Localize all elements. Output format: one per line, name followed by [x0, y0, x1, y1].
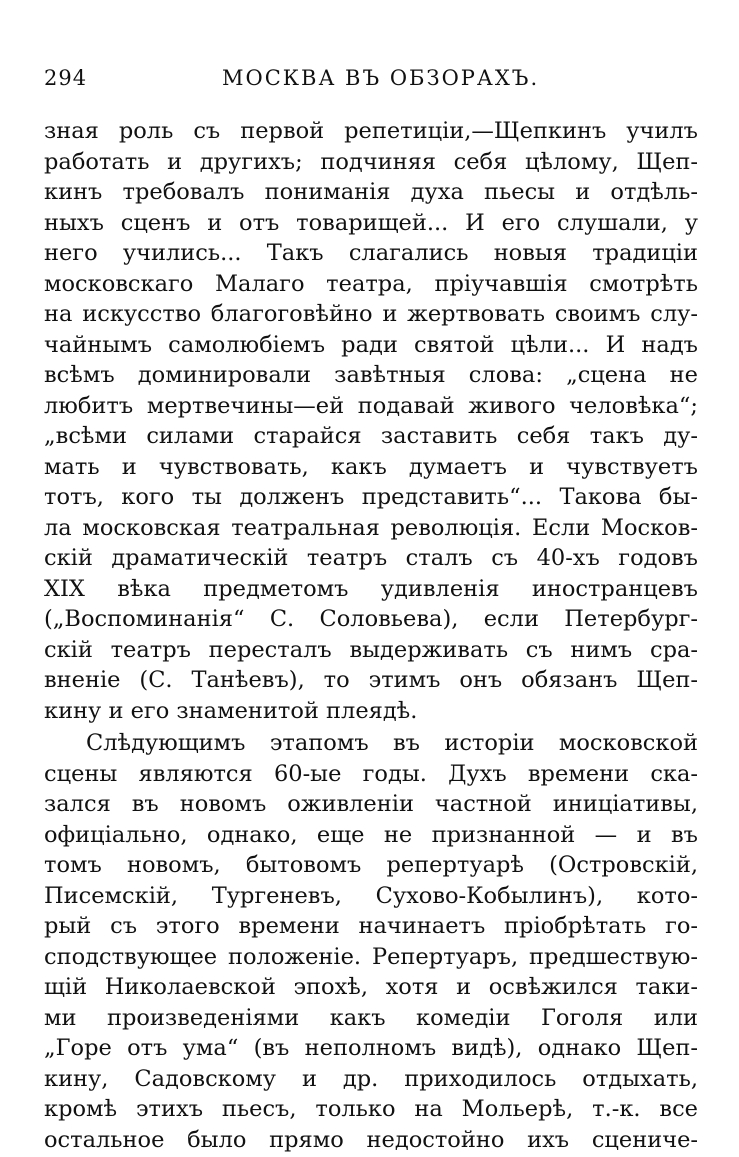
paragraph-1 [44, 116, 698, 726]
text-line: („Воспоминанія“ С. Соловьева), если Петербург- [44, 606, 698, 632]
text-line: остальное было прямо недостойно ихъ сцениче- [44, 1126, 698, 1153]
text-line: него учились... Такъ слагались новыя традиціи [44, 240, 698, 266]
text-line: всѣмъ доминировали завѣтныя слова: „сцена не [44, 362, 698, 388]
text-line: мать и чувствовать, какъ думаетъ и чувствуетъ [44, 453, 698, 480]
text-line: Писемскій, Тургеневъ, Сухово-Кобылинъ), кото- [44, 882, 698, 909]
text-line: тотъ, кого ты долженъ представить“... Такова бы- [44, 484, 698, 510]
text-line: сподствующее положеніе. Репертуаръ, предшествую- [44, 943, 698, 970]
text-line: ла московская театральная революція. Если Москов- [44, 514, 698, 541]
page-number: 294 [44, 66, 88, 90]
text-line: „всѣми силами старайся заставить себя такъ ду- [44, 423, 698, 449]
paragraph-2 [44, 728, 698, 1155]
text-line: зная роль съ первой репетиціи,—Щепкинъ училъ [44, 118, 698, 144]
text-line: скій театръ пересталъ выдерживать съ нимъ сра- [44, 636, 698, 663]
running-header [44, 58, 698, 94]
text-line: кинъ требовалъ пониманія духа пьесы и отдѣль- [44, 179, 698, 205]
text-line: работать и другихъ; подчиняя себя цѣлому, Щеп- [44, 148, 698, 175]
text-line: чайнымъ самолюбіемъ ради святой цѣли... И надъ [44, 331, 698, 358]
body-text [44, 116, 698, 1155]
text-line: кину, Садовскому и др. приходилось отдыхать, [44, 1065, 698, 1092]
text-line: ныхъ сценъ и отъ товарищей... И его слушали, у [44, 209, 698, 236]
text-line: вненіе (С. Танѣевъ), то этимъ онъ обязанъ Щеп- [44, 667, 698, 693]
text-line: Слѣдующимъ этапомъ въ исторіи московской [86, 730, 698, 756]
text-line: на искусство благоговѣйно и жертвовать своимъ слу- [44, 301, 698, 327]
text-line: кину и его знаменитой плеядѣ. [44, 697, 418, 724]
text-line: томъ новомъ, бытовомъ репертуарѣ (Островскій, [44, 852, 698, 878]
text-line: кромѣ этихъ пьесъ, только на Мольерѣ, т.-к. все [44, 1096, 698, 1122]
text-line: московскаго Малаго театра, пріучавшія смотрѣть [44, 270, 698, 297]
text-line: сцены являются 60-ые годы. Духъ времени ска- [44, 760, 698, 787]
text-line: любитъ мертвечины—ей подавай живого человѣка“; [44, 392, 698, 419]
text-line: „Горе отъ ума“ (въ неполномъ видѣ), однако Щеп- [44, 1035, 698, 1061]
text-line: щій Николаевской эпохѣ, хотя и освѣжился таки- [44, 974, 698, 1000]
text-line: ми произведеніями какъ комедіи Гоголя или [44, 1004, 698, 1031]
text-line: рый съ этого времени начинаетъ пріобрѣтать го- [44, 913, 698, 939]
text-line: офиціально, однако, еще не признанной — и въ [44, 821, 698, 848]
text-line: скій драматическій театръ сталъ съ 40-хъ годовъ [44, 545, 698, 571]
book-page [44, 58, 698, 1155]
text-line: зался въ новомъ оживленіи частной иниціативы, [44, 791, 698, 817]
text-line: XIX вѣка предметомъ удивленія иностранцевъ [44, 575, 698, 602]
running-title: МОСКВА ВЪ ОБЗОРАХЪ. [222, 66, 540, 90]
